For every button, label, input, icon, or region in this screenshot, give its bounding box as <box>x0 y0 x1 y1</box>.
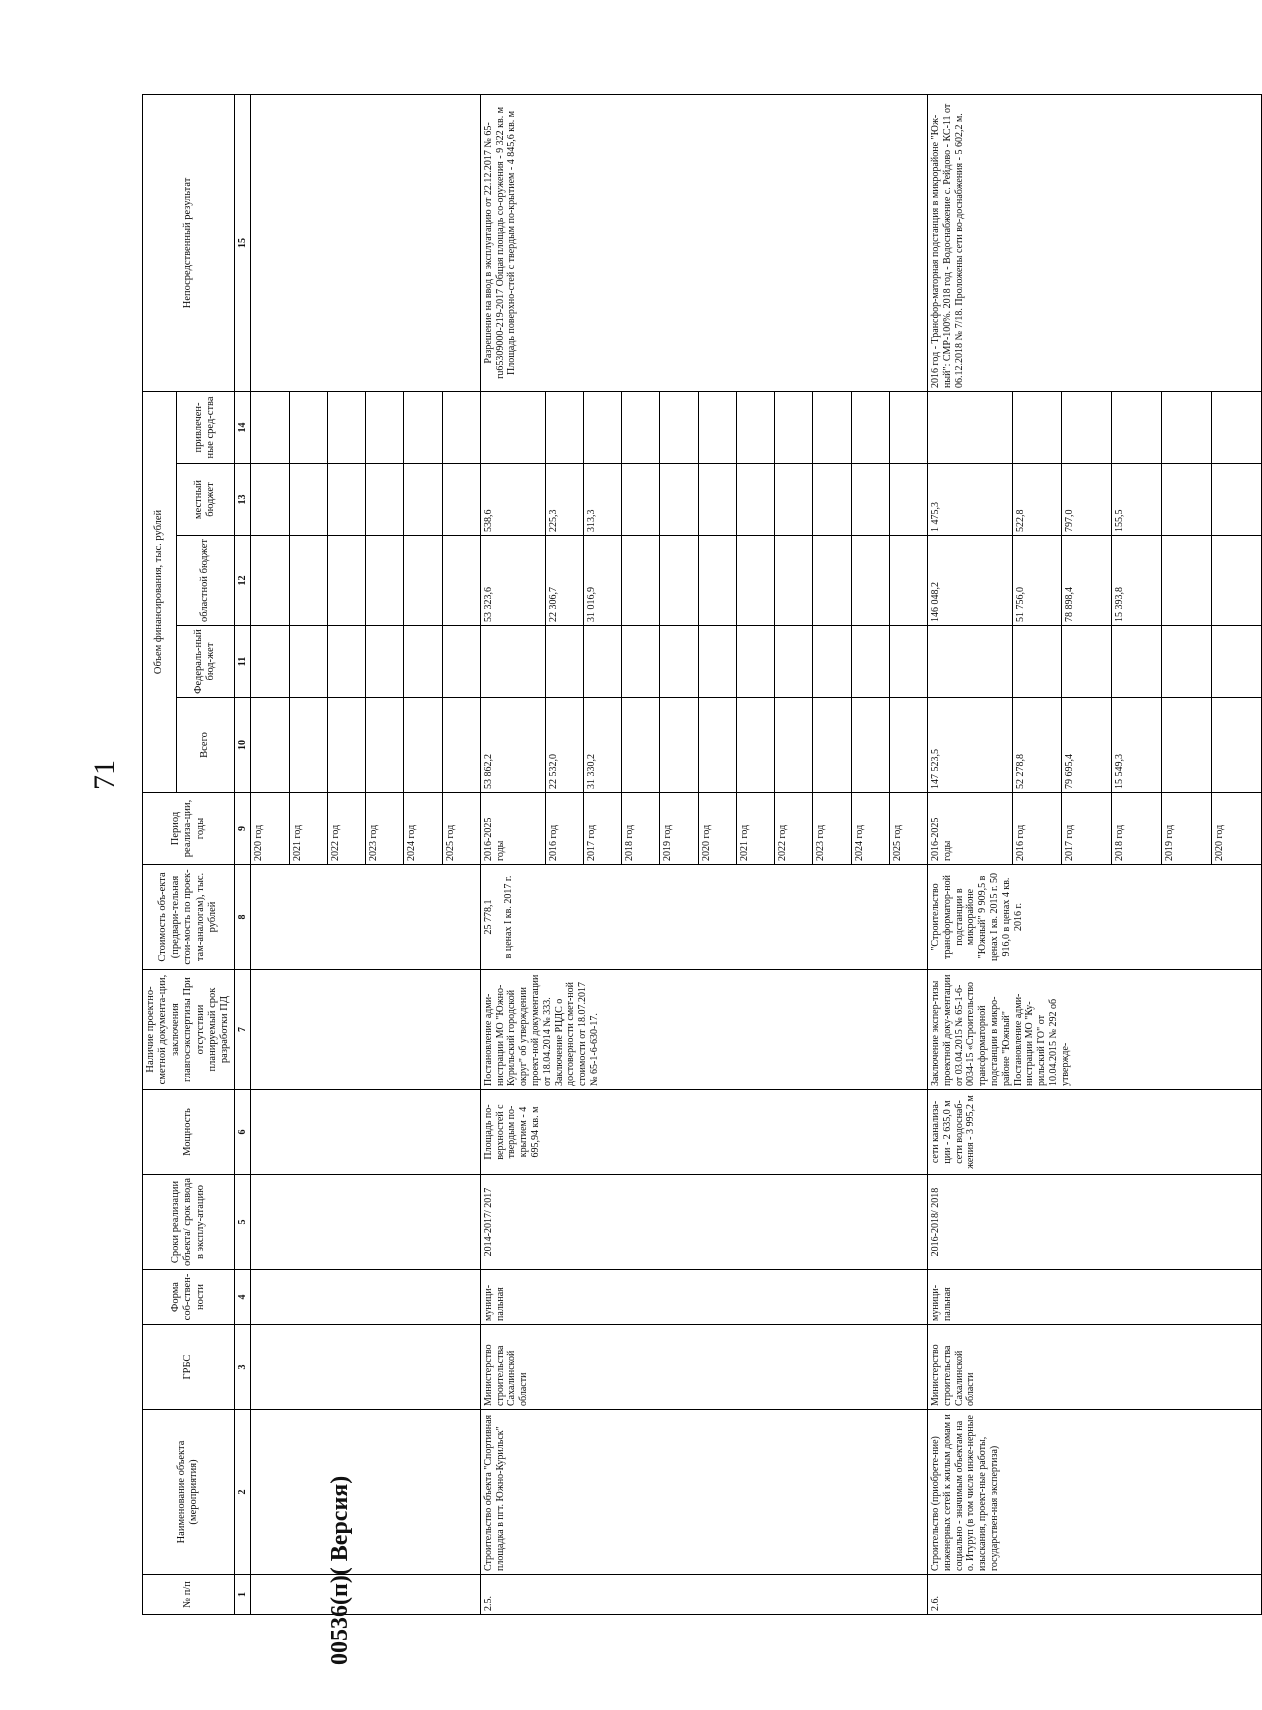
reg-cell <box>1161 536 1211 626</box>
attr-cell <box>889 391 927 463</box>
period-cell: 2016 год <box>545 793 583 865</box>
prev-cell <box>251 1325 480 1410</box>
loc-cell <box>736 464 774 536</box>
loc-cell <box>289 464 327 536</box>
colnum: 11 <box>234 626 251 698</box>
loc-cell <box>889 464 927 536</box>
prev-cell <box>251 1270 480 1325</box>
attr-cell <box>622 391 660 463</box>
attr-cell <box>584 391 622 463</box>
total-cell <box>251 698 289 793</box>
period-cell: 2017 год <box>1062 793 1112 865</box>
total-cell <box>622 698 660 793</box>
header-col-7: Наличие проектно-сметной документа-ции, заключения главгосэкспертизы При отсутствии планируемый срок разработки ПД <box>143 970 235 1090</box>
attr-cell <box>289 391 327 463</box>
fed-cell <box>927 626 1012 698</box>
period-cell: 2023 год <box>366 793 404 865</box>
header-row-1 <box>143 94 177 1614</box>
colnum: 15 <box>234 94 251 391</box>
loc-cell <box>775 464 813 536</box>
fed-cell <box>442 626 480 698</box>
attr-cell <box>1161 391 1211 463</box>
attr-cell <box>251 391 289 463</box>
period-cell: 2021 год <box>736 793 774 865</box>
period-cell: 2024 год <box>404 793 442 865</box>
loc-cell <box>851 464 889 536</box>
total-cell: 52 278,8 <box>1012 698 1062 793</box>
prev-cell <box>251 1575 480 1615</box>
fed-cell <box>851 626 889 698</box>
colnum: 5 <box>234 1175 251 1270</box>
total-cell <box>813 698 851 793</box>
loc-cell <box>698 464 736 536</box>
fed-cell <box>698 626 736 698</box>
attr-cell <box>660 391 698 463</box>
header-col-11: Федераль-ный бюд-жет <box>176 626 234 698</box>
attr-cell <box>736 391 774 463</box>
header-col-4: Форма соб-ствен-ности <box>143 1270 235 1325</box>
reg-cell: 78 898,4 <box>1062 536 1112 626</box>
colnum: 2 <box>234 1410 251 1575</box>
attr-cell <box>1012 391 1062 463</box>
header-col-1: № п/п <box>143 1575 235 1615</box>
total-cell <box>660 698 698 793</box>
period-cell: 2016-2025 годы <box>927 793 1012 865</box>
period-cell: 2023 год <box>813 793 851 865</box>
total-cell <box>851 698 889 793</box>
terms-cell: 2014-2017/ 2017 <box>480 1175 927 1270</box>
total-cell <box>889 698 927 793</box>
fed-cell <box>480 626 545 698</box>
attr-cell <box>480 391 545 463</box>
rotated-table-wrapper <box>142 95 1225 1615</box>
prev-cell <box>251 1090 480 1175</box>
attr-cell <box>813 391 851 463</box>
attr-cell <box>404 391 442 463</box>
attr-cell <box>545 391 583 463</box>
total-cell: 147 523,5 <box>927 698 1012 793</box>
attr-cell <box>442 391 480 463</box>
prev-cell <box>251 1175 480 1270</box>
period-cell: 2022 год <box>775 793 813 865</box>
fed-cell <box>1062 626 1112 698</box>
total-cell: 31 330,2 <box>584 698 622 793</box>
total-cell <box>698 698 736 793</box>
attr-cell <box>1211 391 1261 463</box>
power-cell: сети канализа-ции - 2 635,0 м сети водоснаб-жения - 3 995,2 м <box>927 1090 1261 1175</box>
reg-cell <box>327 536 365 626</box>
period-cell: 2025 год <box>889 793 927 865</box>
header-col-9: Период реализа-ции, годы <box>143 793 235 865</box>
cost-note: в ценах I кв. 2017 г. <box>502 875 514 959</box>
loc-cell <box>327 464 365 536</box>
header-col-10: Всего <box>176 698 234 793</box>
fed-cell <box>366 626 404 698</box>
fed-cell <box>1161 626 1211 698</box>
header-col-14: привлечен-ные сред-ства <box>176 391 234 463</box>
total-cell <box>1211 698 1261 793</box>
loc-cell <box>442 464 480 536</box>
total-cell: 53 862,2 <box>480 698 545 793</box>
period-cell: 2019 год <box>660 793 698 865</box>
period-cell: 2024 год <box>851 793 889 865</box>
fed-cell <box>622 626 660 698</box>
header-col-15: Непосредственный результат <box>143 94 235 391</box>
fed-cell <box>404 626 442 698</box>
result-cell: 2016 год - Трансфор-маторная подстанция в микрорайоне "Юж-ный": СМР-100%. 2018 год - Водоснабжение с. Рейдово - КС-11 от 06.12.2018 № 7/18. Проложены сети во-доснабжения - 5 602,2 м. <box>927 94 1261 391</box>
loc-cell <box>404 464 442 536</box>
period-cell: 2021 год <box>289 793 327 865</box>
total-cell <box>775 698 813 793</box>
table-row <box>480 94 545 1614</box>
reg-cell: 31 016,9 <box>584 536 622 626</box>
reg-cell: 15 393,8 <box>1112 536 1162 626</box>
colnum: 12 <box>234 536 251 626</box>
table-row <box>251 94 289 1614</box>
period-cell: 2019 год <box>1161 793 1211 865</box>
object-name: Строительство (приобрете-ние) инженерных сетей к жилым домам и социально - значимым объектам на о. Итуруп (в том числе инже-нерные изыскания, проект-ные работы, государствен-ная экспертиза) <box>927 1410 1261 1575</box>
fed-cell <box>736 626 774 698</box>
colnum: 14 <box>234 391 251 463</box>
grbs-cell: Министерство строительства Сахалинской области <box>927 1325 1261 1410</box>
reg-cell <box>698 536 736 626</box>
total-cell: 15 549,3 <box>1112 698 1162 793</box>
period-cell: 2016 год <box>1012 793 1062 865</box>
header-col-13: местный бюджет <box>176 464 234 536</box>
attr-cell <box>366 391 404 463</box>
fed-cell <box>327 626 365 698</box>
period-cell: 2016-2025 годы <box>480 793 545 865</box>
grbs-cell: Министерство строительства Сахалинской области <box>480 1325 927 1410</box>
docs-cell: Заключение экспер-тизы проектной доку-ментации от 03.04.2015 № 65-1-6-0034-15 «Строительство трансформаторной подстанции в микро-районе "Южный" Постановление адми-нистрации МО "Ку-рильский ГО" от 10.04.2015 № 292 об утвержде- <box>927 970 1261 1090</box>
fed-cell <box>584 626 622 698</box>
row-number: 2.6. <box>927 1575 1261 1615</box>
total-cell <box>366 698 404 793</box>
colnum: 1 <box>234 1575 251 1615</box>
reg-cell: 51 756,0 <box>1012 536 1062 626</box>
period-cell: 2025 год <box>442 793 480 865</box>
reg-cell: 22 306,7 <box>545 536 583 626</box>
attr-cell <box>327 391 365 463</box>
loc-cell: 313,3 <box>584 464 622 536</box>
reg-cell <box>813 536 851 626</box>
total-cell <box>289 698 327 793</box>
header-col-5: Сроки реализации объекта/ срок ввода в эксплу-атацию <box>143 1175 235 1270</box>
object-name: Строительство объекта "Спортивная площадка в пгт. Южно-Курильск" <box>480 1410 927 1575</box>
power-cell: Площадь по-верхностей с твердым по-крытием - 4 695,94 кв. м <box>480 1090 927 1175</box>
colnum: 13 <box>234 464 251 536</box>
table-row <box>927 94 1012 1614</box>
header-col-3: ГРБС <box>143 1325 235 1410</box>
result-cell: Разрешение на ввод в эксплуатацию от 22.12.2017 № 65-ru65309000-219-2017 Общая площадь со-оружения - 9 322 кв. м Площадь поверхно-стей с твердым по-крытием - 4 845,6 кв. м <box>480 94 927 391</box>
fed-cell <box>251 626 289 698</box>
colnum: 10 <box>234 698 251 793</box>
loc-cell <box>1211 464 1261 536</box>
loc-cell <box>251 464 289 536</box>
loc-cell <box>366 464 404 536</box>
attr-cell <box>775 391 813 463</box>
header-col-8: Стоимость объ-екта (предвари-тельная стои-мость по проек-там-аналогам), тыс. рублей <box>143 865 235 970</box>
prev-cell <box>251 865 480 970</box>
reg-cell <box>366 536 404 626</box>
period-cell: 2017 год <box>584 793 622 865</box>
loc-cell <box>813 464 851 536</box>
reg-cell <box>851 536 889 626</box>
fed-cell <box>660 626 698 698</box>
loc-cell <box>1161 464 1211 536</box>
prev-result-cell <box>251 94 480 391</box>
period-cell: 2018 год <box>1112 793 1162 865</box>
colnum: 7 <box>234 970 251 1090</box>
reg-cell <box>289 536 327 626</box>
loc-cell: 797,0 <box>1062 464 1112 536</box>
total-cell <box>736 698 774 793</box>
docs-cell: Постановление адми-нистрации МО "Южно-Курильский городской округ" об утверждении проект-ной документации от 18.04.2014 № 333. Заключение РЦДС о достоверности смет-ной стоимости от 18.07.2017 № 65-1-6-630-17. <box>480 970 927 1090</box>
total-cell <box>442 698 480 793</box>
attr-cell <box>1062 391 1112 463</box>
cost-value: 25 778,1 <box>482 899 494 935</box>
ownership-cell: муници-пальная <box>927 1270 1261 1325</box>
prev-cell <box>251 1410 480 1575</box>
reg-cell: 53 323,6 <box>480 536 545 626</box>
ownership-cell: муници-пальная <box>480 1270 927 1325</box>
period-cell: 2022 год <box>327 793 365 865</box>
prev-cell <box>251 970 480 1090</box>
colnum: 6 <box>234 1090 251 1175</box>
attr-cell <box>1112 391 1162 463</box>
attr-cell <box>851 391 889 463</box>
document-code: 00536(п)( Версия) <box>327 1475 353 1665</box>
colnum: 9 <box>234 793 251 865</box>
loc-cell: 538,6 <box>480 464 545 536</box>
period-cell: 2020 год <box>1211 793 1261 865</box>
fed-cell <box>289 626 327 698</box>
reg-cell: 146 048,2 <box>927 536 1012 626</box>
colnum: 8 <box>234 865 251 970</box>
header-col-6: Мощность <box>143 1090 235 1175</box>
reg-cell <box>251 536 289 626</box>
colnum: 3 <box>234 1325 251 1410</box>
column-numbers-row <box>234 94 251 1614</box>
period-cell: 2020 год <box>698 793 736 865</box>
fed-cell <box>775 626 813 698</box>
fed-cell <box>545 626 583 698</box>
header-col-2: Наименование объекта (мероприятия) <box>143 1410 235 1575</box>
period-cell: 2020 год <box>251 793 289 865</box>
fed-cell <box>1012 626 1062 698</box>
loc-cell: 225,3 <box>545 464 583 536</box>
fed-cell <box>889 626 927 698</box>
loc-cell: 1 475,3 <box>927 464 1012 536</box>
fed-cell <box>813 626 851 698</box>
page-number: 71 <box>88 760 121 790</box>
loc-cell: 522,8 <box>1012 464 1062 536</box>
colnum: 4 <box>234 1270 251 1325</box>
financing-table <box>142 94 1262 1615</box>
reg-cell <box>889 536 927 626</box>
cost-cell: "Строительство трансформатор-ной подстанции в микрорайоне "Южный" 9 909,5 в ценах I кв. 2015 г. 50 916,0 в ценах 4 кв. 2016 г. <box>927 865 1261 970</box>
total-cell: 79 695,4 <box>1062 698 1112 793</box>
reg-cell <box>660 536 698 626</box>
loc-cell: 155,5 <box>1112 464 1162 536</box>
reg-cell <box>442 536 480 626</box>
fed-cell <box>1112 626 1162 698</box>
period-cell: 2018 год <box>622 793 660 865</box>
total-cell <box>1161 698 1211 793</box>
fed-cell <box>1211 626 1261 698</box>
total-cell <box>404 698 442 793</box>
attr-cell <box>927 391 1012 463</box>
cost-cell <box>480 865 927 970</box>
row-number: 2.5. <box>480 1575 927 1615</box>
header-col-12: областной бюджет <box>176 536 234 626</box>
loc-cell <box>622 464 660 536</box>
reg-cell <box>404 536 442 626</box>
total-cell: 22 532,0 <box>545 698 583 793</box>
reg-cell <box>736 536 774 626</box>
attr-cell <box>698 391 736 463</box>
reg-cell <box>775 536 813 626</box>
header-financing-group: Объем финансирования, тыс. рублей <box>143 391 177 792</box>
reg-cell <box>1211 536 1261 626</box>
reg-cell <box>622 536 660 626</box>
loc-cell <box>660 464 698 536</box>
terms-cell: 2016-2018/ 2018 <box>927 1175 1261 1270</box>
total-cell <box>327 698 365 793</box>
